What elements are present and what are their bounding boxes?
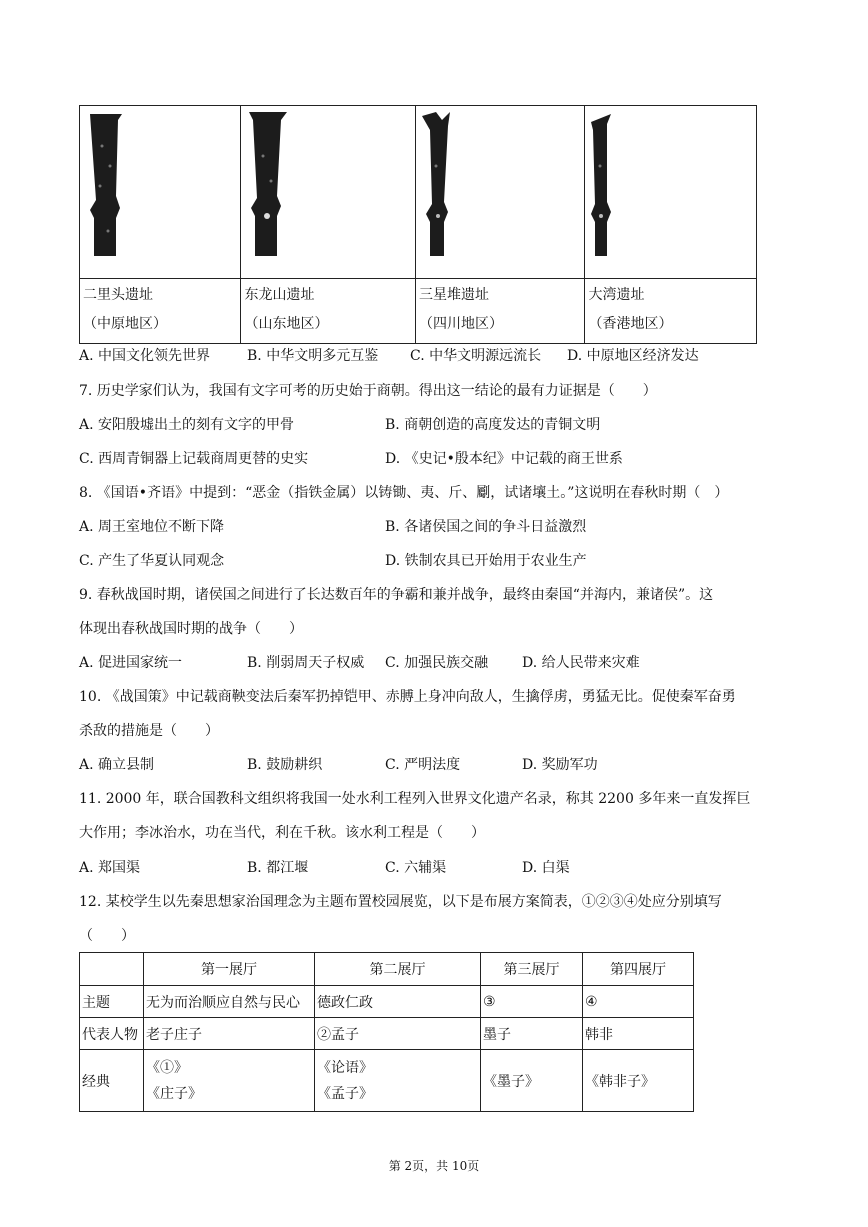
q9-stem-line1: 9. 春秋战国时期，诸侯国之间进行了长达数百年的争霸和兼并战争，最终由秦国“并海内，兼诸侯”。这 xyxy=(79,587,714,603)
jade-blade-image xyxy=(80,106,240,274)
table-cell: 老子庄子 xyxy=(144,1018,315,1050)
q10-stem-line1: 10. 《战国策》中记载商鞅变法后秦军扔掉铠甲、赤膊上身冲向敌人，生擒俘虏，勇猛无比。促使秦军奋勇 xyxy=(79,689,736,705)
q11-stem-line2: 大作用；李冰治水，功在当代，利在千秋。该水利工程是（ ） xyxy=(79,825,485,841)
artifact-region: （山东地区） xyxy=(244,316,329,332)
artifact-image-cell xyxy=(415,106,585,279)
q10-stem-line2: 杀敌的措施是（ ） xyxy=(79,723,219,739)
q11-option-a[interactable]: A. 郑国渠 xyxy=(79,860,141,876)
classic-title: 《论语》 xyxy=(317,1059,373,1076)
table-cell xyxy=(583,1050,694,1112)
q6-option-a[interactable]: A. 中国文化领先世界 xyxy=(79,348,211,364)
q7-option-c[interactable]: C. 西周青铜器上记载商周更替的史实 xyxy=(79,451,309,467)
jade-blade-image xyxy=(416,106,584,274)
q9-option-c[interactable]: C. 加强民族交融 xyxy=(385,655,489,671)
q10-option-d[interactable]: D. 奖励军功 xyxy=(522,757,598,773)
q9-option-b[interactable]: B. 削弱周天子权威 xyxy=(247,655,365,671)
q12-stem-line1: 12. 某校学生以先秦思想家治国理念为主题布置校园展览，以下是布展方案简表，①②③④处应分别填写 xyxy=(79,894,722,910)
q7-stem: 7. 历史学家们认为，我国有文字可考的历史始于商朝。得出这一结论的最有力证据是（ ） xyxy=(79,383,657,399)
q11-option-c[interactable]: C. 六辅渠 xyxy=(385,860,447,876)
jade-blade-image xyxy=(585,106,755,274)
q8-option-b[interactable]: B. 各诸侯国之间的争斗日益激烈 xyxy=(385,519,587,535)
classic-title: 《庄子》 xyxy=(146,1085,202,1102)
artifact-region: （香港地区） xyxy=(588,316,673,332)
table-cell: 德政仁政 xyxy=(315,986,481,1018)
table-header-cell: 第四展厅 xyxy=(583,953,694,986)
q8-option-c[interactable]: C. 产生了华夏认同观念 xyxy=(79,553,225,569)
q10-option-b[interactable]: B. 鼓励耕织 xyxy=(247,757,323,773)
artifact-region: （四川地区） xyxy=(418,316,503,332)
row-label-people: 代表人物 xyxy=(80,1018,144,1050)
q7-option-b[interactable]: B. 商朝创造的高度发达的青铜文明 xyxy=(385,417,601,433)
exhibition-plan-table xyxy=(79,952,694,1112)
table-cell: ②孟子 xyxy=(315,1018,481,1050)
artifact-caption xyxy=(415,279,585,344)
artifact-table xyxy=(79,105,757,344)
artifact-site: 三星堆遗址 xyxy=(418,287,489,303)
q9-option-a[interactable]: A. 促进国家统一 xyxy=(79,655,183,671)
table-cell: ④ xyxy=(583,986,694,1018)
artifact-image-cell xyxy=(80,106,241,279)
table-cell: ③ xyxy=(481,986,583,1018)
q10-option-c[interactable]: C. 严明法度 xyxy=(385,757,461,773)
artifact-site: 大湾遗址 xyxy=(588,287,645,303)
artifact-caption xyxy=(241,279,416,344)
artifact-region: （中原地区） xyxy=(83,316,167,332)
q8-stem: 8. 《国语•齐语》中提到：“恶金（指铁金属）以铸锄、夷、斤、劚，试诸壤土。”这说明在春秋时期（ ） xyxy=(79,485,729,501)
table-header-cell: 第一展厅 xyxy=(144,953,315,986)
q7-option-a[interactable]: A. 安阳殷墟出土的刻有文字的甲骨 xyxy=(79,417,295,433)
q8-option-a[interactable]: A. 周王室地位不断下降 xyxy=(79,519,225,535)
q9-option-d[interactable]: D. 给人民带来灾难 xyxy=(522,655,640,671)
q9-stem-line2: 体现出春秋战国时期的战争（ ） xyxy=(79,621,303,637)
artifact-image-cell xyxy=(585,106,757,279)
classic-title: 《墨子》 xyxy=(483,1073,539,1090)
q12-stem-line2: （ ） xyxy=(79,928,135,944)
q8-option-d[interactable]: D. 铁制农具已开始用于农业生产 xyxy=(385,553,587,569)
q10-option-a[interactable]: A. 确立县制 xyxy=(79,757,155,773)
artifact-site: 东龙山遗址 xyxy=(244,287,315,303)
q6-option-d[interactable]: D. 中原地区经济发达 xyxy=(567,348,699,364)
table-cell: 墨子 xyxy=(481,1018,583,1050)
artifact-caption xyxy=(585,279,757,344)
row-label-theme: 主题 xyxy=(80,986,144,1018)
table-header-cell: 第三展厅 xyxy=(481,953,583,986)
q7-option-d[interactable]: D. 《史记•殷本纪》中记载的商王世系 xyxy=(385,451,623,467)
q11-option-d[interactable]: D. 白渠 xyxy=(522,860,570,876)
q11-stem-line1: 11. 2000 年，联合国教科文组织将我国一处水利工程列入世界文化遗产名录，称其 2200 多年来一直发挥巨 xyxy=(79,791,751,807)
artifact-image-cell xyxy=(241,106,416,279)
page-footer: 第 2页，共 10页 xyxy=(388,1159,480,1173)
table-cell xyxy=(481,1050,583,1112)
classic-title: 《韩非子》 xyxy=(585,1073,655,1090)
table-cell: 韩非 xyxy=(583,1018,694,1050)
table-cell xyxy=(315,1050,481,1112)
classic-title: 《①》 xyxy=(146,1059,188,1076)
classic-title: 《孟子》 xyxy=(317,1085,373,1102)
row-label-classics: 经典 xyxy=(80,1050,144,1112)
table-cell: 无为而治顺应自然与民心 xyxy=(144,986,315,1018)
table-header-cell: 第二展厅 xyxy=(315,953,481,986)
jade-blade-image xyxy=(241,106,414,274)
q6-option-b[interactable]: B. 中华文明多元互鉴 xyxy=(247,348,379,364)
q11-option-b[interactable]: B. 都江堰 xyxy=(247,860,309,876)
q6-option-c[interactable]: C. 中华文明源远流长 xyxy=(410,348,542,364)
table-header-cell xyxy=(80,953,144,986)
table-cell xyxy=(144,1050,315,1112)
artifact-site: 二里头遗址 xyxy=(83,287,153,303)
artifact-caption xyxy=(80,279,241,344)
